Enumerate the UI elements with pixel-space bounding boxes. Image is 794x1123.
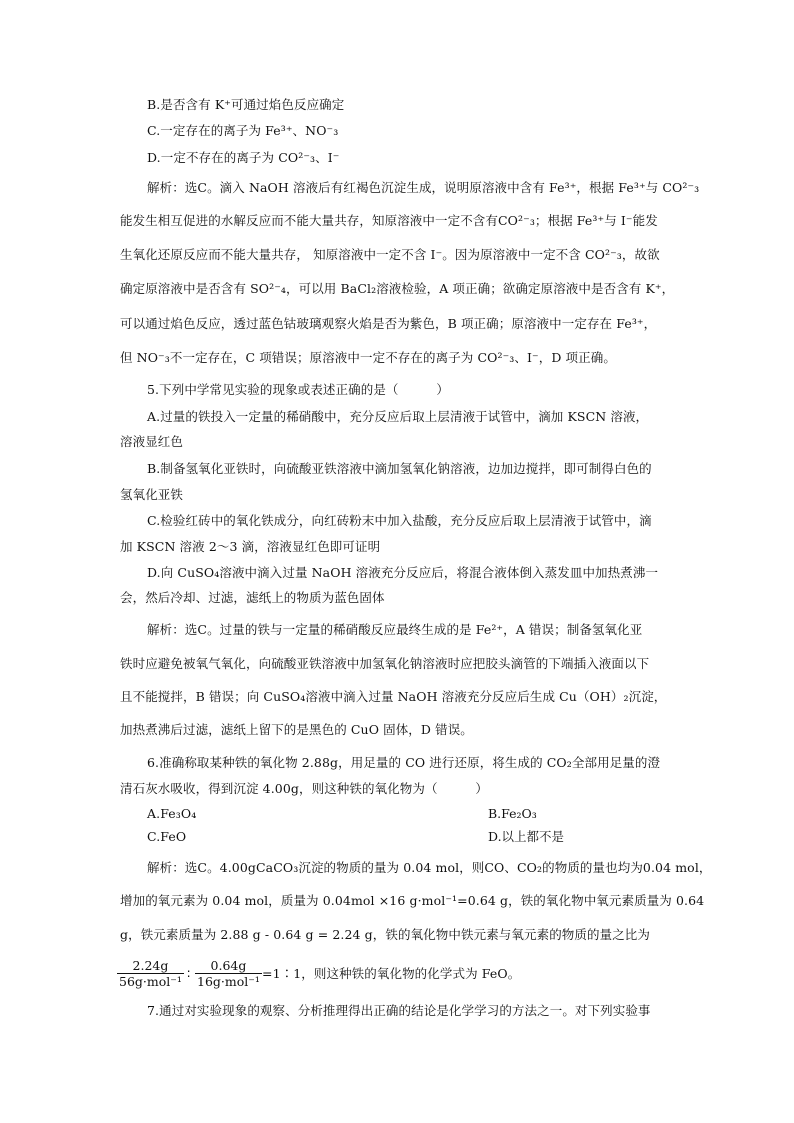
q5-option-c-cont: 加 KSCN 溶液 2～3 滴，溶液显红色即可证明 bbox=[120, 539, 381, 554]
analysis-line: 加热煮沸后过滤，滤纸上留下的是黑色的 CuO 固体，D 错误。 bbox=[120, 722, 473, 737]
fraction-numerator: 2.24g bbox=[132, 958, 169, 973]
option-b: B.是否含有 K⁺可通过焰色反应确定 bbox=[147, 97, 345, 112]
q5-option-b-cont: 氢氧化亚铁 bbox=[120, 487, 184, 502]
analysis-line: 生氧化还原反应而不能大量共存， 知原溶液中一定不含 I⁻。因为原溶液中一定不含 CO²⁻₃，故欲 bbox=[120, 247, 660, 262]
analysis-line: 解析：选C。4.00gCaCO₃沉淀的物质的量为 0.04 mol，则CO、CO₂的物质的量也均为0.04 mol， bbox=[147, 860, 712, 875]
question-7-stem: 7.通过对实验现象的观察、分析推理得出正确的结论是化学学习的方法之一。对下列实验事 bbox=[147, 1003, 651, 1018]
conclusion-text: =1∶1，则这种铁的氧化物的化学式为 FeO。 bbox=[262, 966, 521, 981]
ratio-separator: ∶ bbox=[187, 966, 191, 981]
option-c: C.一定存在的离子为 Fe³⁺、NO⁻₃ bbox=[147, 123, 339, 138]
fraction-fe bbox=[117, 958, 184, 990]
q6-option-b: B.Fe₂O₃ bbox=[488, 806, 537, 821]
question-6-stem: 6.准确称取某种铁的氧化物 2.88g，用足量的 CO 进行还原，将生成的 CO₂全部用足量的澄 bbox=[147, 755, 661, 770]
fraction-denominator: 16g·mol⁻¹ bbox=[197, 974, 260, 989]
analysis-line: 解析：选C。滴入 NaOH 溶液后有红褐色沉淀生成，说明原溶液中含有 Fe³⁺，根据 Fe³⁺与 CO²⁻₃ bbox=[147, 180, 700, 195]
option-d: D.一定不存在的离子为 CO²⁻₃、I⁻ bbox=[147, 150, 340, 165]
fraction-o bbox=[195, 958, 262, 990]
analysis-line: 可以通过焰色反应，透过蓝色钴玻璃观察火焰是否为紫色，B 项正确；原溶液中一定存在 Fe³⁺， bbox=[120, 316, 657, 331]
analysis-line: 解析：选C。过量的铁与一定量的稀硝酸反应最终生成的是 Fe²⁺，A 错误；制备氢氧化亚 bbox=[147, 622, 643, 637]
q6-option-d: D.以上都不是 bbox=[488, 829, 565, 844]
q5-option-c: C.检验红砖中的氧化铁成分，向红砖粉末中加入盐酸，充分反应后取上层清液于试管中，滴 bbox=[147, 513, 652, 528]
analysis-line: 增加的氧元素为 0.04 mol，质量为 0.04mol ×16 g·mol⁻¹=0.64 g，铁的氧化物中氧元素质量为 0.64 bbox=[120, 893, 705, 908]
q6-option-a: A.Fe₃O₄ bbox=[147, 806, 197, 821]
analysis-line: 铁时应避免被氧气氧化，向硫酸亚铁溶液中加氢氧化钠溶液时应把胶头滴管的下端插入液面以下 bbox=[120, 656, 650, 671]
analysis-line: 确定原溶液中是否含有 SO²⁻₄，可以用 BaCl₂溶液检验，A 项正确；欲确定原溶液中是否含有 K⁺， bbox=[120, 281, 675, 296]
analysis-line: g，铁元素质量为 2.88 g - 0.64 g = 2.24 g，铁的氧化物中铁元素与氧元素的物质的量之比为 bbox=[120, 927, 650, 942]
analysis-line: 但 NO⁻₃不一定存在，C 项错误；原溶液中一定不存在的离子为 CO²⁻₃、I⁻，D 项正确。 bbox=[120, 350, 616, 365]
analysis-line: 能发生相互促进的水解反应而不能大量共存，知原溶液中一定不含有CO²⁻₃；根据 Fe³⁺与 I⁻能发 bbox=[120, 213, 658, 228]
analysis-line: 且不能搅拌，B 错误；向 CuSO₄溶液中滴入过量 NaOH 溶液充分反应后生成 Cu（OH）₂沉淀， bbox=[120, 689, 667, 704]
fraction-denominator: 56g·mol⁻¹ bbox=[119, 974, 182, 989]
q5-option-d-cont: 会，然后冷却、过滤，滤纸上的物质为蓝色固体 bbox=[120, 590, 385, 605]
q6-option-c: C.FeO bbox=[147, 829, 187, 844]
q5-option-b: B.制备氢氧化亚铁时，向硫酸亚铁溶液中滴加氢氧化钠溶液，边加边搅拌，即可制得白色的 bbox=[147, 461, 652, 476]
fraction-numerator: 0.64g bbox=[210, 958, 247, 973]
question-6-stem-cont: 清石灰水吸收，得到沉淀 4.00g，则这种铁的氧化物为（ ） bbox=[120, 781, 489, 796]
q5-option-a-cont: 溶液显红色 bbox=[120, 434, 184, 449]
question-5-stem: 5.下列中学常见实验的现象或表述正确的是（ ） bbox=[147, 382, 449, 397]
q5-option-a: A.过量的铁投入一定量的稀硝酸中，充分反应后取上层清液于试管中，滴加 KSCN 溶液， bbox=[147, 409, 649, 424]
q5-option-d: D.向 CuSO₄溶液中滴入过量 NaOH 溶液充分反应后，将混合液体倒入蒸发皿中加热煮沸一 bbox=[147, 565, 659, 580]
